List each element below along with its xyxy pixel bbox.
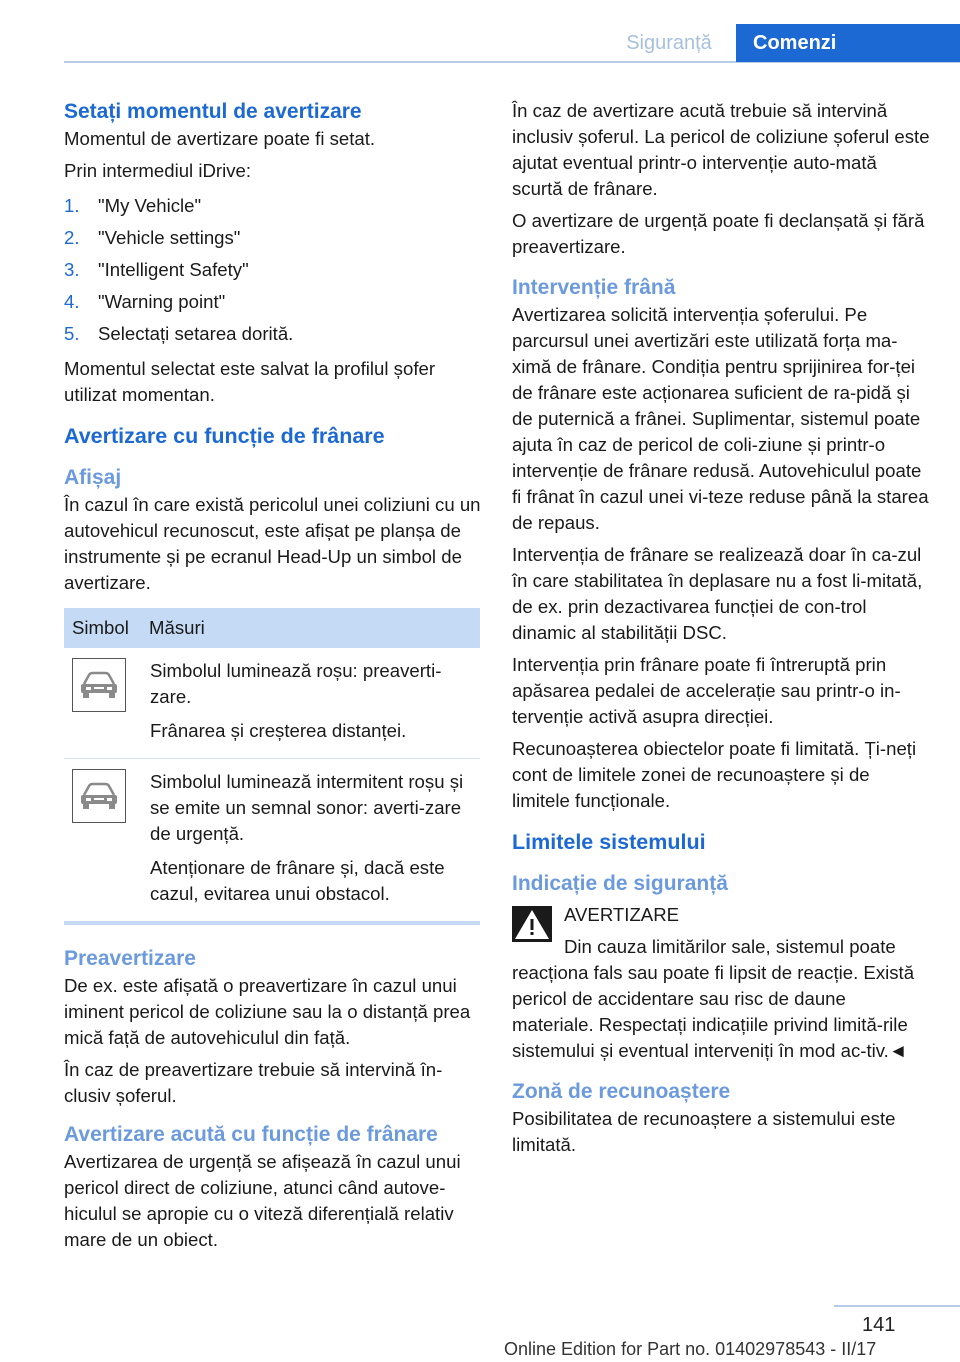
- idrive-steps-list: [64, 190, 482, 350]
- paragraph: În cazul în care există pericolul unei coliziuni cu un autovehicul recunoscut, este afișat pe planșa de instrumente și pe ecranul Head-Up un simbol de avertizare.: [64, 494, 481, 593]
- measure-text: Atenționare de frânare și, dacă este cazul, evitarea unui obstacol.: [150, 857, 445, 904]
- paragraph: Prin intermediul iDrive:: [64, 160, 252, 181]
- heading-brake-warning: Avertizare cu funcție de frânare: [64, 424, 385, 448]
- table-row: [64, 759, 480, 920]
- paragraph: Momentul selectat este salvat la profilul șofer utilizat momentan.: [64, 358, 436, 405]
- measure-text: Simbolul luminează roșu: preaverti-zare.: [150, 660, 442, 707]
- paragraph: Recunoașterea obiectelor poate fi limitată. Ți-neți cont de limitele zonei de recunoaștere și de limitele funcționale.: [512, 738, 917, 811]
- paragraph: Avertizarea de urgență se afișează în cazul unui pericol direct de coliziune, atunci când autove-hiculul se apropie cu o viteză diferențială relativ mare de un obiect.: [64, 1151, 461, 1250]
- step-text: "Vehicle settings": [98, 227, 241, 248]
- page-number: 141: [862, 1314, 896, 1336]
- symbol-table: [64, 608, 480, 919]
- list-item: [64, 318, 482, 350]
- step-number: 2.: [64, 227, 80, 248]
- step-number: 4.: [64, 291, 80, 312]
- car-warning-icon: [72, 658, 126, 712]
- column-header-measures: Măsuri: [149, 608, 480, 648]
- footer-rule: [834, 1305, 960, 1307]
- left-column: [64, 98, 482, 1259]
- step-number: 5.: [64, 323, 80, 344]
- car-warning-icon: [72, 769, 126, 823]
- warning-block: [512, 902, 932, 960]
- heading-display: Afișaj: [64, 466, 122, 489]
- list-item: [64, 222, 482, 254]
- step-text: "Intelligent Safety": [98, 259, 249, 280]
- table-header-row: [64, 608, 480, 648]
- measure-text: Frânarea și creșterea distanței.: [150, 720, 407, 741]
- heading-brake-intervention: Intervenție frână: [512, 276, 676, 299]
- warning-text-first-line: Din cauza limitărilor sale, sistemul poate: [564, 936, 896, 957]
- heading-prewarning: Preavertizare: [64, 947, 196, 970]
- heading-system-limits: Limitele sistemului: [512, 830, 706, 854]
- table-row: [64, 648, 480, 759]
- step-number: 3.: [64, 259, 80, 280]
- list-item: [64, 286, 482, 318]
- step-text: Selectați setarea dorită.: [98, 323, 294, 344]
- column-header-symbol: Simbol: [64, 608, 149, 648]
- list-item: [64, 254, 482, 286]
- paragraph: Intervenția de frânare se realizează doar în ca-zul în care stabilitatea în deplasare nu a fost li-mitată, de ex. prin dezactivarea funcției de con-trol dinamic al stabilității DSC.: [512, 544, 923, 643]
- paragraph: Momentul de avertizare poate fi setat.: [64, 128, 376, 149]
- measure-text: Simbolul luminează intermitent roșu și se emite un semnal sonor: averti-zare de urgență.: [150, 771, 464, 844]
- step-text: "My Vehicle": [98, 195, 202, 216]
- heading-safety-note: Indicație de siguranță: [512, 872, 728, 895]
- paragraph: În caz de preavertizare trebuie să intervină în-clusiv șoferul.: [64, 1059, 443, 1106]
- warning-text: reacționa fals sau poate fi lipsit de reacție. Există pericol de accidentare sau risc de daune materiale. Respectați indicațiile privind limită-rile sistemului și eventual interveniți în mod ac-tiv.◄: [512, 962, 915, 1061]
- paragraph: În caz de avertizare acută trebuie să intervină inclusiv șoferul. La pericol de coliziune șoferul este ajutat eventual printr-o intervenție auto-mată scurtă de frânare.: [512, 100, 930, 199]
- warning-triangle-icon: [512, 906, 552, 942]
- step-text: "Warning point": [98, 291, 226, 312]
- tab-comenzi[interactable]: Comenzi: [736, 24, 960, 62]
- step-number: 1.: [64, 195, 80, 216]
- heading-set-warning-time: Setați momentul de avertizare: [64, 100, 362, 123]
- list-item: [64, 190, 482, 222]
- table-bottom-rule: [64, 921, 480, 925]
- right-column: [512, 98, 932, 1164]
- warning-title: AVERTIZARE: [564, 904, 680, 925]
- paragraph: O avertizare de urgență poate fi declanșată și fără preavertizare.: [512, 210, 925, 257]
- paragraph: De ex. este afișată o preavertizare în cazul unui iminent pericol de coliziune sau la o distanță prea mică față de autovehiculul din față.: [64, 975, 471, 1048]
- paragraph: Intervenția prin frânare poate fi întreruptă prin apăsarea pedalei de accelerație sau printr-o in-tervenție activă asupra direcției.: [512, 654, 901, 727]
- paragraph: Posibilitatea de recunoaștere a sistemului este limitată.: [512, 1108, 896, 1155]
- heading-acute-warning: Avertizare acută cu funcție de frânare: [64, 1123, 438, 1146]
- heading-recognition-zone: Zonă de recunoaștere: [512, 1080, 731, 1103]
- tab-siguranta[interactable]: Siguranță: [626, 32, 712, 54]
- edition-note: Online Edition for Part no. 01402978543 - II/17: [504, 1339, 877, 1359]
- paragraph: Avertizarea solicită intervenția șoferului. Pe parcursul unei avertizări este utilizată forța ma-ximă de frânare. Condiția pentru sprijinirea for-ței de frânare este acționarea suficient de ra-pidă și de puternică a frânei. Suplimentar, sistemul poate ajuta în caz de pericol de coli-ziune și printr-o intervenție de frânare redusă. Autovehiculul poate fi frânat în cazul unei vi-teze reduse până la starea de repaus.: [512, 304, 929, 533]
